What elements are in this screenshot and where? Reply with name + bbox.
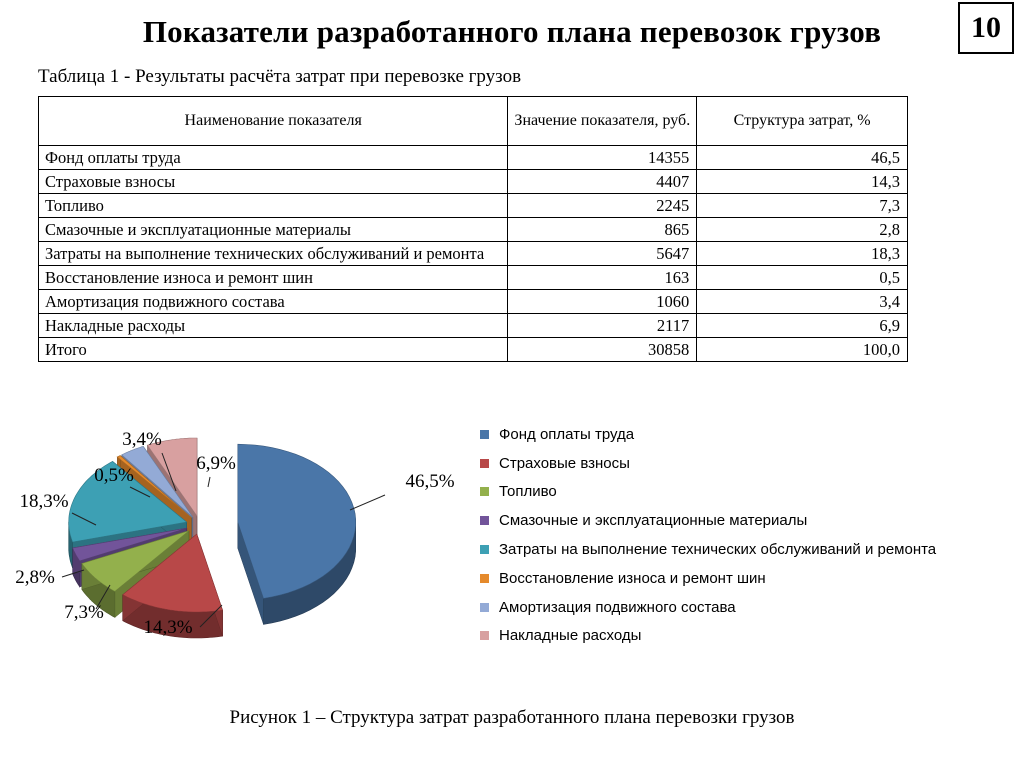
figure-caption: Рисунок 1 – Структура затрат разработанного плана перевозки грузов [229,707,795,728]
legend-swatch [480,603,489,612]
legend-item [480,622,936,651]
row-value: 2245 [508,194,697,218]
legend-swatch [480,430,489,439]
legend-item [480,535,936,564]
data-label-2: 14,3% [143,617,193,638]
row-value: 4407 [508,170,697,194]
row-percent: 2,8 [697,218,908,242]
row-name: Затраты на выполнение технических обслуживаний и ремонта [39,242,508,266]
row-percent: 7,3 [697,194,908,218]
data-label-6: 0,5% [94,465,134,486]
legend-item [480,420,936,449]
cost-table [38,96,908,362]
row-percent: 0,5 [697,266,908,290]
row-value: 865 [508,218,697,242]
table-caption: Таблица 1 - Результаты расчёта затрат при перевозке грузов [38,66,522,87]
table-row [39,290,908,314]
row-name: Восстановление износа и ремонт шин [39,266,508,290]
header-indicator: Наименование показателя [39,97,508,146]
leader-line-1 [350,495,385,510]
row-name: Накладные расходы [39,314,508,338]
total-value: 30858 [508,338,697,362]
data-label-1: 46,5% [405,471,455,492]
row-name: Смазочные и эксплуатационные материалы [39,218,508,242]
row-percent: 18,3 [697,242,908,266]
row-percent: 14,3 [697,170,908,194]
row-percent: 3,4 [697,290,908,314]
leader-line-8 [208,477,210,487]
legend-swatch [480,516,489,525]
page-number: 10 [958,2,1014,54]
row-value: 1060 [508,290,697,314]
legend-label: Смазочные и эксплуатационные материалы [499,512,808,530]
legend-swatch [480,487,489,496]
legend-label: Восстановление износа и ремонт шин [499,569,766,587]
legend-swatch [480,631,489,640]
chart-legend [480,420,936,650]
header-structure: Структура затрат, % [697,97,908,146]
row-value: 2117 [508,314,697,338]
data-label-5: 18,3% [19,491,69,512]
total-percent: 100,0 [697,338,908,362]
legend-swatch [480,459,489,468]
row-value: 163 [508,266,697,290]
table-row [39,218,908,242]
row-value: 5647 [508,242,697,266]
legend-item [480,506,936,535]
table-total-row [39,338,908,362]
slide-title: Показатели разработанного плана перевозок грузов [142,14,882,49]
total-name: Итого [39,338,508,362]
table-row [39,242,908,266]
legend-label: Страховые взносы [499,454,630,472]
table-row [39,314,908,338]
table-row [39,146,908,170]
table-row [39,266,908,290]
pie-chart [0,405,480,665]
data-label-7: 3,4% [122,429,162,450]
pie-slice-1 [238,444,356,624]
row-name: Амортизация подвижного состава [39,290,508,314]
legend-label: Накладные расходы [499,627,642,645]
row-name: Страховые взносы [39,170,508,194]
legend-label: Фонд оплаты труда [499,425,635,443]
table-row [39,170,908,194]
legend-item [480,593,936,622]
data-label-3: 7,3% [64,602,104,623]
legend-label: Амортизация подвижного состава [499,598,736,616]
row-percent: 6,9 [697,314,908,338]
legend-item [480,564,936,593]
row-value: 14355 [508,146,697,170]
data-label-4: 2,8% [15,567,55,588]
table-header-row [39,97,908,146]
row-name: Фонд оплаты труда [39,146,508,170]
data-label-8: 6,9% [196,453,236,474]
table-row [39,194,908,218]
legend-label: Затраты на выполнение технических обслуживаний и ремонта [499,541,937,559]
legend-swatch [480,574,489,583]
row-name: Топливо [39,194,508,218]
legend-swatch [480,545,489,554]
legend-item [480,449,936,478]
legend-label: Топливо [499,483,557,501]
header-value: Значение показателя, руб. [508,97,697,146]
legend-item [480,478,936,507]
row-percent: 46,5 [697,146,908,170]
